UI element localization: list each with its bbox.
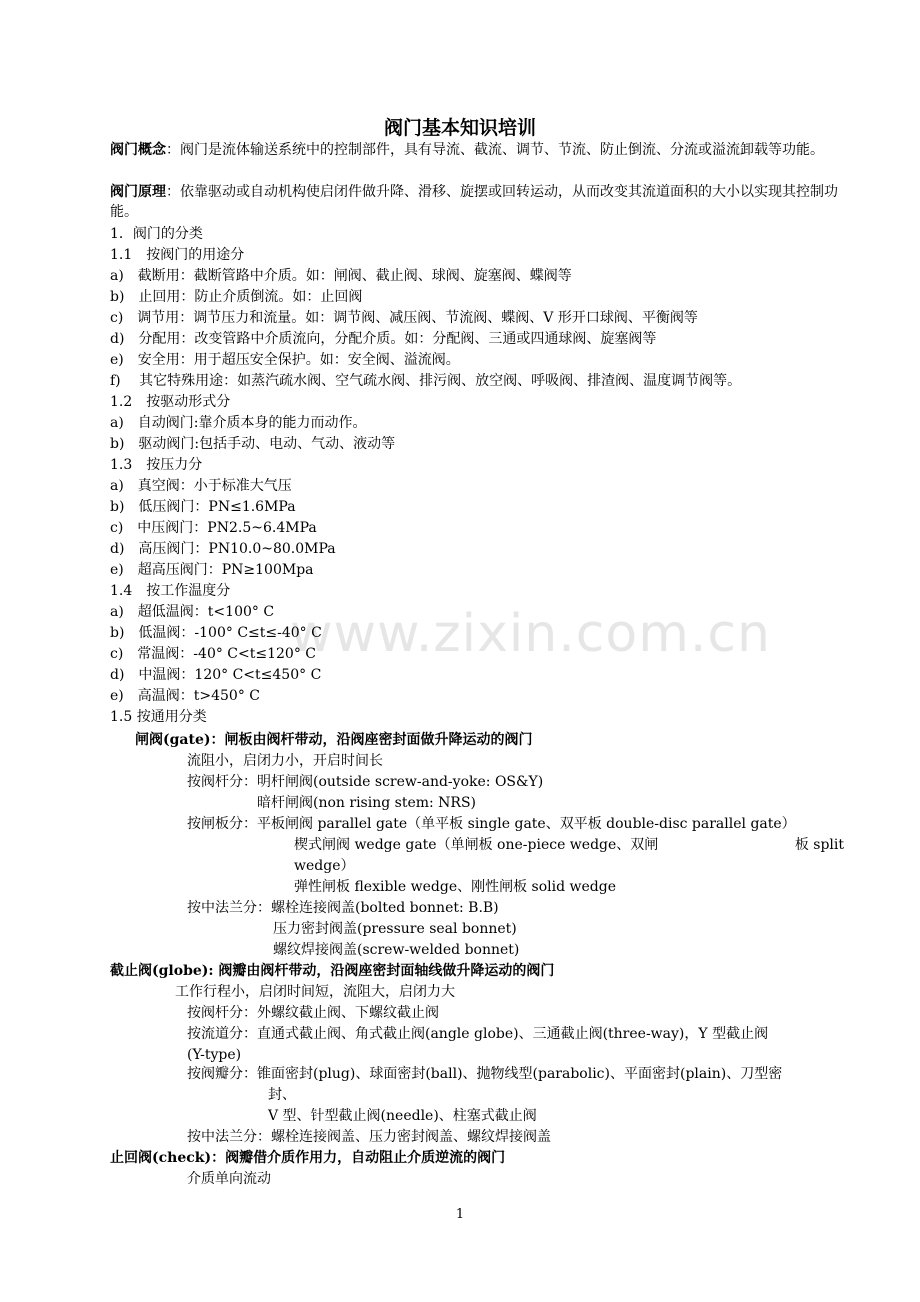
- globe-line: 按流道分：直通式截止阀、角式截止阀(angle globe)、三通截止阀(three-way)，Y 型截止阀: [187, 1026, 769, 1042]
- gate-line: 流阻小，启闭力小，开启时间长: [187, 753, 383, 769]
- gate-line: 螺纹焊接阀盖(screw-welded bonnet): [273, 942, 520, 958]
- list-item: 1.2 按驱动形式分: [110, 394, 231, 410]
- principle-text: ：依靠驱动或自动机构使启闭件做升降、滑移、旋摆或回转运动，从而改变其流道面积的大小以实现其控制功能。: [110, 184, 838, 220]
- list-item: d) 分配用：改变管路中介质流向，分配介质。如：分配阀、三通或四通球阀、旋塞阀等: [110, 331, 657, 347]
- list-item: e) 安全用：用于超压安全保护。如：安全阀、溢流阀。: [110, 352, 460, 368]
- globe-heading: 截止阀(globe): 阀瓣由阀杆带动，沿阀座密封面轴线做升降运动的阀门: [110, 963, 555, 979]
- gate-line-split: [294, 835, 844, 855]
- list-item: c) 中压阀门：PN2.5~6.4MPa: [110, 520, 317, 536]
- list-item: b) 低压阀门：PN≤1.6MPa: [110, 499, 296, 515]
- list-item: a) 真空阀：小于标准大气压: [110, 478, 292, 494]
- globe-line: 封、: [268, 1087, 296, 1103]
- list-item: a) 截断用：截断管路中介质。如：闸阀、截止阀、球阀、旋塞阀、蝶阀等: [110, 268, 572, 284]
- globe-line: 工作行程小，启闭时间短，流阻大，启闭力大: [175, 984, 455, 1000]
- gate-line: wedge）: [294, 858, 355, 874]
- list-item: c) 常温阀：-40° C<t≤120° C: [110, 646, 316, 662]
- list-item: a) 自动阀门:靠介质本身的能力而动作。: [110, 415, 367, 431]
- watermark: www.zixin.com.cn: [290, 604, 771, 664]
- gate-line: 按阀杆分：明杆闸阀(outside screw-and-yoke: OS&Y): [187, 774, 544, 790]
- list-item: f) 其它特殊用途：如蒸汽疏水阀、空气疏水阀、排污阀、放空阀、呼吸阀、排渣阀、温度调节阀等。: [110, 373, 742, 389]
- list-item: b) 止回用：防止介质倒流。如：止回阀: [110, 289, 363, 305]
- gate-line: 压力密封阀盖(pressure seal bonnet): [273, 921, 517, 937]
- concept-paragraph: [110, 140, 845, 160]
- gate-line: 弹性闸板 flexible wedge、刚性闸板 solid wedge: [294, 879, 617, 895]
- list-item: b) 低温阀：-100° C≤t≤-40° C: [110, 625, 322, 641]
- list-item: e) 超高压阀门：PN≥100Mpa: [110, 562, 314, 578]
- globe-line: 按中法兰分：螺栓连接阀盖、压力密封阀盖、螺纹焊接阀盖: [187, 1129, 551, 1145]
- list-item: d) 高压阀门：PN10.0~80.0MPa: [110, 541, 336, 557]
- list-item: 1.3 按压力分: [110, 457, 203, 473]
- list-item: e) 高温阀：t>450° C: [110, 688, 260, 704]
- concept-text: ：阀门是流体输送系统中的控制部件，具有导流、截流、调节、节流、防止倒流、分流或溢流卸载等功能。: [166, 142, 824, 158]
- page-title: 阀门基本知识培训: [383, 117, 536, 139]
- list-item: b) 驱动阀门:包括手动、电动、气动、液动等: [110, 436, 396, 452]
- gate-line: 暗杆闸阀(non rising stem: NRS): [257, 795, 477, 811]
- globe-line: 按阀杆分：外螺纹截止阀、下螺纹截止阀: [187, 1005, 439, 1021]
- globe-line: (Y-type): [187, 1047, 242, 1063]
- concept-label: 阀门概念: [110, 142, 166, 158]
- list-item: a) 超低温阀：t<100° C: [110, 604, 275, 620]
- list-item: 1.1 按阀门的用途分: [110, 247, 245, 263]
- gate-line: 板 split: [794, 837, 844, 853]
- check-line: 介质单向流动: [187, 1171, 271, 1187]
- list-item: 1．阀门的分类: [110, 226, 203, 242]
- principle-label: 阀门原理: [110, 184, 166, 200]
- gate-line: 按中法兰分：螺栓连接阀盖(bolted bonnet: B.B): [187, 900, 499, 916]
- globe-line: 按阀瓣分：锥面密封(plug)、球面密封(ball)、抛物线型(parabolic)、平面密封(plain)、刀型密: [187, 1066, 783, 1082]
- gate-line: 楔式闸阀 wedge gate（单闸板 one-piece wedge、双闸: [294, 837, 659, 853]
- globe-line: V 型、针型截止阀(needle)、柱塞式截止阀: [268, 1108, 537, 1124]
- list-item: 1.5 按通用分类: [110, 709, 207, 725]
- list-item: c) 调节用：调节压力和流量。如：调节阀、减压阀、节流阀、蝶阀、V 形开口球阀、平衡阀等: [110, 310, 698, 326]
- list-item: d) 中温阀：120° C<t≤450° C: [110, 667, 322, 683]
- check-heading: 止回阀(check)：阀瓣借介质作用力，自动阻止介质逆流的阀门: [110, 1150, 506, 1166]
- gate-line: 按闸板分：平板闸阀 parallel gate（单平板 single gate、双平板 double-disc parallel gate）: [187, 816, 796, 832]
- list-item: 1.4 按工作温度分: [110, 583, 231, 599]
- gate-heading: 闸阀(gate)：闸板由阀杆带动，沿阀座密封面做升降运动的阀门: [135, 732, 533, 748]
- principle-paragraph: [110, 182, 845, 222]
- page-number: 1: [455, 1207, 465, 1222]
